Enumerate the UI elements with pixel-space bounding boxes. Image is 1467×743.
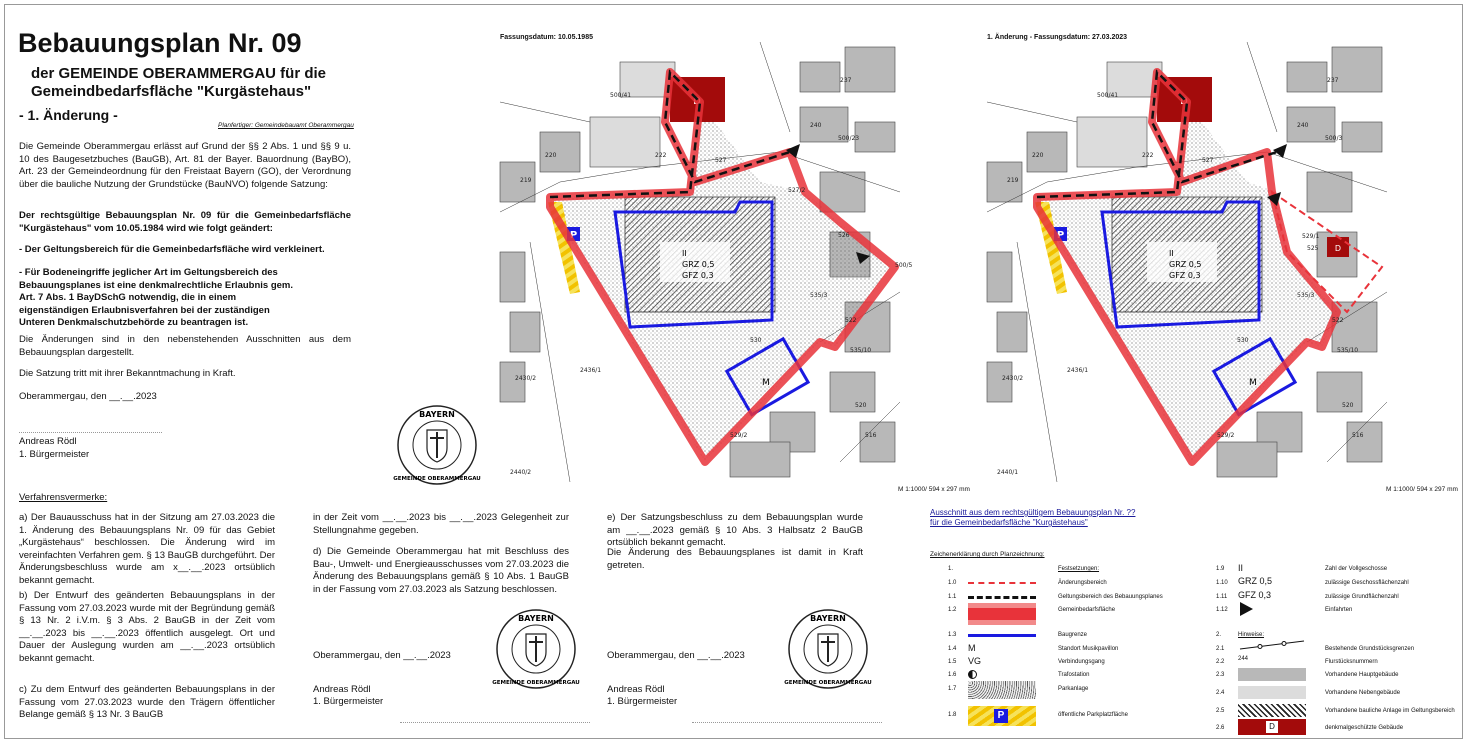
- legend-text: Hinweise:: [1238, 632, 1265, 638]
- legend-symbol-gfz: GFZ 0,3: [1238, 590, 1272, 600]
- amendment-title: - 1. Änderung -: [19, 107, 118, 123]
- legend-text: öffentliche Parkplatzfläche: [1058, 712, 1128, 718]
- legend-text: Baugrenze: [1058, 632, 1088, 638]
- legend-text: Geltungsbereich des Bebauungsplanes: [1058, 594, 1163, 600]
- legend-symbol-m: M: [968, 643, 976, 653]
- svg-text:2436/1: 2436/1: [1067, 367, 1089, 374]
- svg-text:520: 520: [855, 402, 867, 409]
- svg-text:GEMEINDE OBERAMMERGAU: GEMEINDE OBERAMMERGAU: [784, 680, 872, 686]
- legend-num: 1.1: [948, 594, 957, 600]
- municipal-seal-d: [492, 608, 580, 690]
- svg-text:535/10: 535/10: [850, 347, 872, 354]
- procedure-d: d) Die Gemeinde Oberammergau hat mit Beschluss des Bau-, Umwelt- und Energieausschusses vom 27.03.2023 die Änderung des Bebauungsplans gemäß § 10 Abs. 1 BauGB in der Fassung vom 27.03.2023 als Satzung beschlossen.: [313, 546, 569, 595]
- svg-text:237: 237: [840, 77, 852, 84]
- map-left-gfz: GFZ 0,3: [682, 271, 714, 280]
- svg-text:BAYERN: BAYERN: [518, 614, 554, 623]
- legend-symbol-parcel-number: 244: [1238, 656, 1249, 662]
- legend-num: 1.9: [1216, 566, 1225, 572]
- procedure-e-signature-line: [692, 722, 882, 723]
- legend-num: 1.: [948, 566, 954, 572]
- procedure-e: e) Der Satzungsbeschluss zu dem Bebauungsplan wurde am __.__.2023 gemäß § 10 Abs. 3 Halbsatz 2 BauGB ortsüblich bekannt gemacht.: [607, 512, 863, 548]
- legend-num: 2.5: [1216, 708, 1225, 714]
- legend-symbol-park: [968, 681, 1036, 699]
- svg-text:237: 237: [1327, 77, 1339, 84]
- legend-symbol-ii: II: [1238, 563, 1244, 573]
- map-left-scale: M 1:1000/ 594 x 297 mm: [898, 486, 970, 493]
- legend-num: 1.0: [948, 580, 957, 586]
- legend-text: Flurstücksnummern: [1325, 659, 1378, 665]
- map-original: [500, 42, 913, 482]
- legend-num: 2.3: [1216, 672, 1225, 678]
- map-left-d-label: D: [693, 96, 701, 107]
- svg-text:535/10: 535/10: [1337, 347, 1359, 354]
- legend-num: 1.6: [948, 672, 957, 678]
- legend-symbol-secondary-building: [1238, 686, 1306, 699]
- svg-text:529/1: 529/1: [1302, 233, 1320, 240]
- page-title: Bebauungsplan Nr. 09: [18, 28, 302, 58]
- svg-text:240: 240: [810, 122, 822, 129]
- legend-symbol-main-building: [1238, 668, 1306, 681]
- legend-num: 1.2: [948, 607, 957, 613]
- legend-num: 1.3: [948, 632, 957, 638]
- svg-text:240: 240: [1297, 122, 1309, 129]
- procedure-a: a) Der Bauausschuss hat in der Sitzung am 27.03.2023 die 1. Änderung des Bebauungsplans Nr. 09 für das Gebiet „Kurgästehaus“ beschlossen. Die Änderung wird im vereinfachten Verfahren gem. § 13 BauGB durchgeführt. Der Änderungsbeschluss wurde am x__.__.2023 ortsüblich bekannt gemacht.: [19, 512, 275, 586]
- map-left-grz: GRZ 0,5: [682, 260, 715, 269]
- map-left-label: Fassungsdatum: 10.05.1985: [500, 34, 593, 41]
- procedure-heading: Verfahrensvermerke:: [19, 492, 108, 503]
- svg-text:529/2: 529/2: [1217, 432, 1235, 439]
- legend-text: zulässige Grundflächenzahl: [1325, 594, 1399, 600]
- svg-text:2440/2: 2440/2: [510, 469, 532, 476]
- planner-note: Planfertiger: Gemeindebauamt Oberammergau: [218, 122, 354, 129]
- intro-para1: Die Gemeinde Oberammergau erlässt auf Grund der §§ 2 Abs. 1 und §§ 9 u. 10 des Baugesetzbuches (BauGB), Art. 81 der Bayer. Bauordnung (BayBO), Art. 23 der Gemeindeordnung für den Freistaat Bayern (GO), der Verordnung über die bauliche Nutzung der Grundstücke (BauNVO) folgende Satzung:: [19, 141, 351, 190]
- legend-num: 1.12: [1216, 607, 1228, 613]
- svg-text:500/41: 500/41: [1097, 92, 1119, 99]
- svg-text:BAYERN: BAYERN: [810, 614, 846, 623]
- svg-text:535/3: 535/3: [810, 292, 828, 299]
- svg-text:2430/2: 2430/2: [515, 375, 537, 382]
- subtitle-line2: Gemeindbedarfsfläche "Kurgästehaus": [31, 83, 312, 100]
- intro-para2: Der rechtsgültige Bebauungsplan Nr. 09 für die Gemeinbedarfsfläche "Kurgästehaus" vom 10.05.1984 wird wie folgt geändert:: [19, 210, 351, 234]
- map-right-scale: M 1:1000/ 594 x 297 mm: [1386, 486, 1458, 493]
- svg-text:527: 527: [1202, 157, 1214, 164]
- legend-num: 2.4: [1216, 690, 1225, 696]
- parcel-boundary-icon: [1238, 638, 1306, 652]
- legend-symbol-vg: VG: [968, 656, 982, 666]
- legend-num: 1.11: [1216, 594, 1228, 600]
- procedure-c-cont: in der Zeit vom __.__.2023 bis __.__.2023 Gelegenheit zur Stellungnahme gegeben.: [313, 512, 569, 536]
- legend-num: 2.1: [1216, 646, 1225, 652]
- legend-caption2: für die Gemeinbedarfsfläche "Kurgästehaus": [930, 518, 1088, 527]
- svg-text:219: 219: [520, 177, 532, 184]
- procedure-e-signer-name: Andreas Rödl: [607, 684, 665, 695]
- svg-text:535/3: 535/3: [1297, 292, 1315, 299]
- legend-num: 1.7: [948, 686, 957, 692]
- intro-para3: - Der Geltungsbereich für die Gemeinbedarfsfläche wird verkleinert.: [19, 244, 325, 255]
- heritage-d-badge: D: [1266, 721, 1278, 733]
- svg-text:500/5: 500/5: [895, 262, 913, 269]
- entrance-arrow-icon: [1240, 602, 1253, 616]
- legend-text: Änderungsbereich: [1058, 580, 1107, 586]
- legend-symbol-parking: [968, 706, 1036, 726]
- map-right-gfz: GFZ 0,3: [1169, 271, 1201, 280]
- legend-num: 1.4: [948, 646, 957, 652]
- svg-text:516: 516: [1352, 432, 1364, 439]
- legend-text: denkmalgeschützte Gebäude: [1325, 725, 1404, 731]
- subtitle-line1: der GEMEINDE OBERAMMERGAU für die: [31, 65, 327, 82]
- legend-text: Bestehende Grundstücksgrenzen: [1325, 646, 1415, 652]
- svg-text:GEMEINDE OBERAMMERGAU: GEMEINDE OBERAMMERGAU: [393, 476, 481, 482]
- intro-signature-line: [19, 432, 162, 433]
- procedure-e2: Die Änderung des Bebauungsplanes ist damit in Kraft getreten.: [607, 547, 863, 571]
- svg-text:500/3: 500/3: [1325, 135, 1343, 142]
- legend-symbol-change-area: [968, 582, 1036, 584]
- svg-text:527: 527: [715, 157, 727, 164]
- procedure-d-place-date: Oberammergau, den __.__.2023: [313, 650, 451, 661]
- svg-text:500/23: 500/23: [838, 135, 860, 142]
- legend-text: Vorhandene Hauptgebäude: [1325, 672, 1399, 678]
- intro-para6: Die Satzung tritt mit ihrer Bekanntmachung in Kraft.: [19, 368, 236, 379]
- svg-text:527/2: 527/2: [788, 187, 806, 194]
- legend-symbol-community-area: [968, 603, 1036, 625]
- legend-caption1: Ausschnitt aus dem rechtsgültigem Bebauungsplan Nr. ??: [930, 508, 1136, 517]
- legend-num: 2.2: [1216, 659, 1225, 665]
- legend-symbol-heritage: [1238, 719, 1306, 735]
- legend-text: Vorhandene Nebengebäude: [1325, 690, 1401, 696]
- svg-text:222: 222: [655, 152, 667, 159]
- svg-text:BAYERN: BAYERN: [419, 410, 455, 419]
- legend-text: Standort Musikpavillon: [1058, 646, 1119, 652]
- map-left-ii: II: [682, 249, 687, 258]
- svg-text:530: 530: [1237, 337, 1249, 344]
- legend-text: Vorhandene bauliche Anlage im Geltungsbereich: [1325, 708, 1455, 714]
- svg-text:219: 219: [1007, 177, 1019, 184]
- svg-text:522: 522: [845, 317, 857, 324]
- legend-num: 1.8: [948, 712, 957, 718]
- svg-text:2440/1: 2440/1: [997, 469, 1019, 476]
- legend-heading: Zeichenerklärung durch Planzeichnung:: [930, 551, 1045, 558]
- map-right-grz: GRZ 0,5: [1169, 260, 1202, 269]
- legend-text: Festsetzungen:: [1058, 566, 1100, 572]
- svg-text:2430/2: 2430/2: [1002, 375, 1024, 382]
- svg-text:525: 525: [1307, 245, 1319, 252]
- procedure-d-signature-line: [400, 722, 590, 723]
- legend-num: 2.6: [1216, 725, 1225, 731]
- intro-place-date: Oberammergau, den __.__.2023: [19, 391, 157, 402]
- transformer-icon: [968, 670, 977, 679]
- svg-text:500/41: 500/41: [610, 92, 632, 99]
- legend-text: Parkanlage: [1058, 686, 1089, 692]
- map-right-m: M: [1249, 378, 1257, 388]
- procedure-d-signer-title: 1. Bürgermeister: [313, 696, 384, 707]
- legend-symbol-boundary: [968, 596, 1036, 599]
- map-amended: [987, 42, 1387, 482]
- municipal-seal-e: [784, 608, 872, 690]
- svg-text:220: 220: [545, 152, 557, 159]
- legend-text: Trafostation: [1058, 672, 1090, 678]
- legend-num: 1.10: [1216, 580, 1228, 586]
- legend-text: Einfahrten: [1325, 607, 1353, 613]
- svg-text:220: 220: [1032, 152, 1044, 159]
- map-left-m: M: [762, 378, 770, 388]
- map-right-ii: II: [1169, 249, 1174, 258]
- procedure-b: b) Der Entwurf des geänderten Bebauungsplans in der Fassung vom 27.03.2023 wurde mit der Begründung gemäß § 13 Nr. 2 i.V.m. § 3 Abs. 2 BauGB in der Zeit vom __.__.2023 bis __.__.2023 öffentlich ausgelegt. Ort und Dauer der Auslegung wurden am __.__.2023 ortsüblich bekannt gemacht.: [19, 590, 275, 664]
- intro-para5: Die Änderungen sind in den nebenstehenden Ausschnitten aus dem Bebauungsplan dargestellt.: [19, 334, 351, 358]
- svg-text:GEMEINDE OBERAMMERGAU: GEMEINDE OBERAMMERGAU: [492, 680, 580, 686]
- parking-icon: P: [994, 709, 1008, 723]
- intro-para4: - Für Bodeneingriffe jeglicher Art im Geltungsbereich des Bebauungsplanes ist eine denkmalrechtliche Erlaubnis gem. Art. 7 Abs. 1 BayDSchG notwendig, die in einem eigenständigen Erlaubnisverfahren bei der zuständigen Unteren Denkmalschutzbehörde zu beantragen ist.: [19, 267, 293, 328]
- legend-text: Zahl der Vollgeschosse: [1325, 566, 1388, 572]
- map-right-label: 1. Änderung - Fassungsdatum: 27.03.2023: [987, 34, 1128, 41]
- legend-symbol-structure: [1238, 704, 1306, 717]
- procedure-c: c) Zu dem Entwurf des geänderten Bebauungsplans in der Fassung vom 27.03.2023 wurde den Trägern öffentlicher Belange gemäß § 13 Nr. 3 BauGB: [19, 684, 275, 720]
- legend-symbol-building-line: [968, 634, 1036, 637]
- svg-text:520: 520: [1342, 402, 1354, 409]
- intro-signer-name: Andreas Rödl: [19, 436, 77, 447]
- svg-text:529/2: 529/2: [730, 432, 748, 439]
- svg-text:526: 526: [838, 232, 850, 239]
- map-right-d2-label: D: [1334, 244, 1342, 253]
- legend-num: 2.: [1216, 632, 1222, 638]
- map-right-d-label: D: [1180, 96, 1188, 107]
- legend-text: Verbindungsgang: [1058, 659, 1105, 665]
- map-right-p: P: [1056, 230, 1065, 241]
- svg-text:2436/1: 2436/1: [580, 367, 602, 374]
- svg-text:222: 222: [1142, 152, 1154, 159]
- municipal-seal: [393, 404, 481, 486]
- procedure-e-place-date: Oberammergau, den __.__.2023: [607, 650, 745, 661]
- svg-text:516: 516: [865, 432, 877, 439]
- procedure-d-signer-name: Andreas Rödl: [313, 684, 371, 695]
- legend-text: Gemeinbedarfsfläche: [1058, 607, 1116, 613]
- legend-text: zulässige Geschossflächenzahl: [1325, 580, 1409, 586]
- map-left-p: P: [569, 230, 578, 241]
- legend-num: 1.5: [948, 659, 957, 665]
- intro-signer-title: 1. Bürgermeister: [19, 449, 90, 460]
- svg-text:522: 522: [1332, 317, 1344, 324]
- legend-symbol-grz: GRZ 0,5: [1238, 576, 1273, 586]
- svg-text:530: 530: [750, 337, 762, 344]
- procedure-e-signer-title: 1. Bürgermeister: [607, 696, 678, 707]
